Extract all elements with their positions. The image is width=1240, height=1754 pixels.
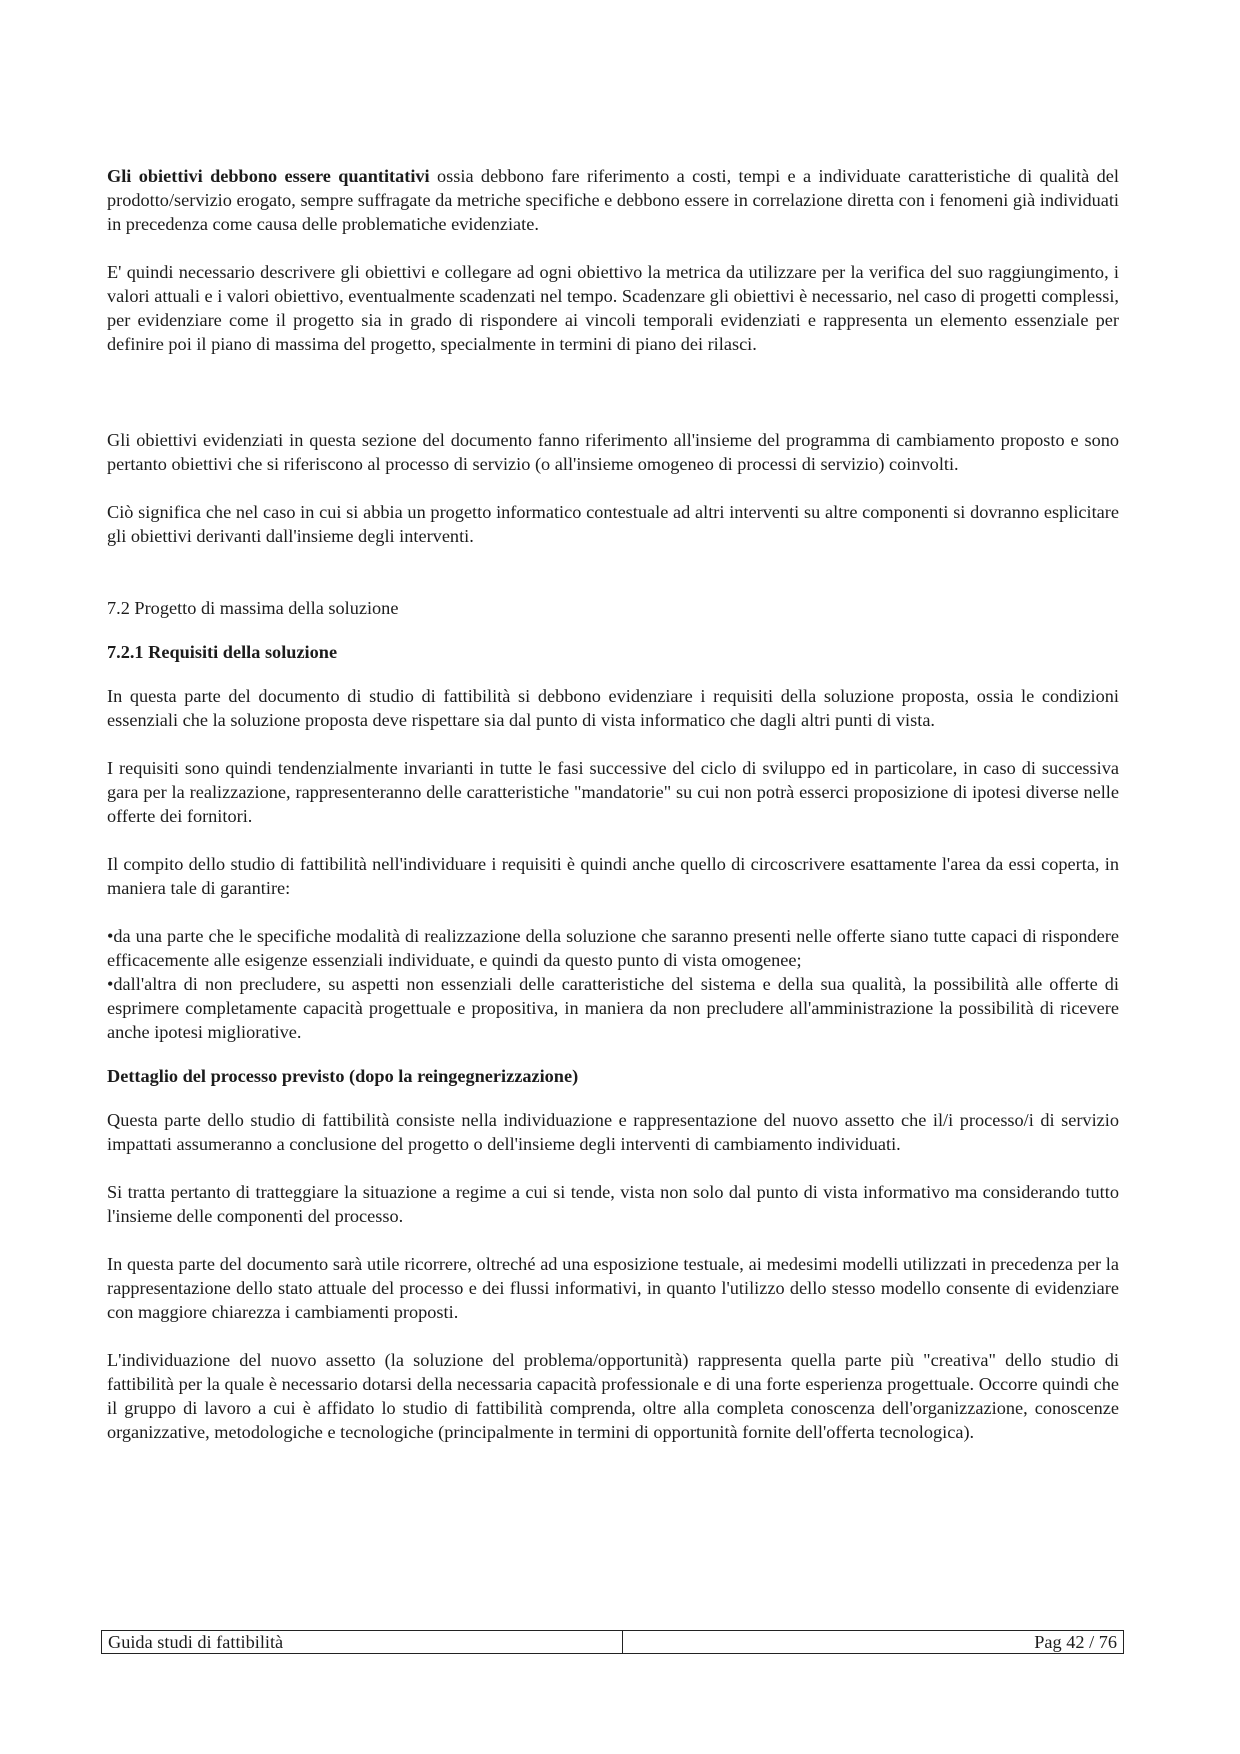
process-detail-heading: Dettaglio del processo previsto (dopo la reingegnerizzazione) bbox=[107, 1066, 579, 1086]
paragraph-process-target: Si tratta pertanto di tratteggiare la situazione a regime a cui si tende, vista non solo dal punto di vista informativo ma considerando tutto l'insieme delle componenti del processo. bbox=[107, 1182, 1119, 1226]
bullet-item: •da una parte che le specifiche modalità di realizzazione della soluzione che saranno presenti nelle offerte siano tutte capaci di rispondere efficacemente alle esigenze essenziali individuate, e quindi da questo punto di vista omogenee; bbox=[107, 926, 1119, 970]
paragraph-objectives-quantitative bbox=[107, 164, 1119, 236]
paragraph-requirements-scope: Il compito dello studio di fattibilità nell'individuare i requisiti è quindi anche quello di circoscrivere esattamente l'area da essi coperta, in maniera tale di garantire: bbox=[107, 854, 1119, 898]
paragraph-process-new-setup: Questa parte dello studio di fattibilità consiste nella individuazione e rappresentazione del nuovo assetto che il/i processo/i di servizio impattati assumeranno a conclusione del progetto o dell'insieme degli interventi di cambiamento individuati. bbox=[107, 1110, 1119, 1154]
paragraph-requirements-intro: In questa parte del documento di studio di fattibilità si debbono evidenziare i requisiti della soluzione proposta, ossia le condizioni essenziali che la soluzione proposta deve rispettare sia dal punto di vista informatico che dagli altri punti di vista. bbox=[107, 686, 1119, 730]
subsection-heading: 7.2.1 Requisiti della soluzione bbox=[107, 642, 338, 662]
paragraph-process-creative: L'individuazione del nuovo assetto (la soluzione del problema/opportunità) rappresenta quella parte più "creativa" dello studio di fattibilità per la quale è necessario dotarsi della necessaria capacità professionale e di una forte esperienza progettuale. Occorre quindi che il gruppo di lavoro a cui è affidato lo studio di fattibilità comprenda, oltre alla completa conoscenza dell'organizzazione, conoscenze organizzative, metodologiche e tecnologiche (principalmente in termini di opportunità fornite dell'offerta tecnologica). bbox=[107, 1350, 1119, 1442]
paragraph-requirements-invariant: I requisiti sono quindi tendenzialmente invarianti in tutte le fasi successive del ciclo di sviluppo ed in particolare, in caso di successiva gara per la realizzazione, rappresenteranno delle caratteristiche "mandatorie" su cui non potrà esserci proposizione di ipotesi diverse nelle offerte dei fornitori. bbox=[107, 758, 1119, 826]
paragraph-objectives-interventions: Ciò significa che nel caso in cui si abbia un progetto informatico contestuale ad altri interventi su altre componenti si dovranno esplicitare gli obiettivi derivanti dall'insieme degli interventi. bbox=[107, 502, 1119, 546]
document-body bbox=[107, 164, 1119, 1444]
section-heading: 7.2 Progetto di massima della soluzione bbox=[107, 598, 399, 618]
paragraph-objectives-metrics: E' quindi necessario descrivere gli obiettivi e collegare ad ogni obiettivo la metrica da utilizzare per la verifica del suo raggiungimento, i valori attuali e i valori obiettivo, eventualmente scadenzati nel tempo. Scadenzare gli obiettivi è necessario, nel caso di progetti complessi, per evidenziare come il progetto sia in grado di rispondere ai vincoli temporali evidenziati e rappresenta un elemento essenziale per definire poi il piano di massima del progetto, specialmente in termini di piano dei rilasci. bbox=[107, 262, 1119, 354]
paragraph-text: ossia debbono fare riferimento a costi, tempi e a individuate caratteristiche di qualità del prodotto/servizio erogato, sempre suffragate da metriche specifiche e debbono essere in correlazione diretta con i fenomeni già individuati in precedenza come causa delle problematiche evidenziate. bbox=[107, 166, 1119, 234]
paragraph-objectives-scope: Gli obiettivi evidenziati in questa sezione del documento fanno riferimento all'insieme del programma di cambiamento proposto e sono pertanto obiettivi che si riferiscono al processo di servizio (o all'insieme omogeneo di processi di servizio) coinvolti. bbox=[107, 430, 1119, 474]
footer-title: Guida studi di fattibilità bbox=[102, 1631, 623, 1653]
paragraph-process-models: In questa parte del documento sarà utile ricorrere, oltreché ad una esposizione testuale, ai medesimi modelli utilizzati in precedenza per la rappresentazione dello stato attuale del processo e dei flussi informativi, in quanto l'utilizzo dello stesso modello consente di evidenziare con maggiore chiarezza i cambiamenti proposti. bbox=[107, 1254, 1119, 1322]
page-footer bbox=[101, 1630, 1124, 1654]
bullet-item: •dall'altra di non precludere, su aspetti non essenziali delle caratteristiche del sistema e della sua qualità, la possibilità alle offerte di esprimere completamente capacità progettuale e propositiva, in maniera da non precludere all'amministrazione la possibilità di ricevere anche ipotesi migliorative. bbox=[107, 974, 1119, 1042]
paragraph-lead: Gli obiettivi debbono essere quantitativi bbox=[107, 166, 430, 186]
footer-page-number: Pag 42 / 76 bbox=[1034, 1632, 1117, 1652]
